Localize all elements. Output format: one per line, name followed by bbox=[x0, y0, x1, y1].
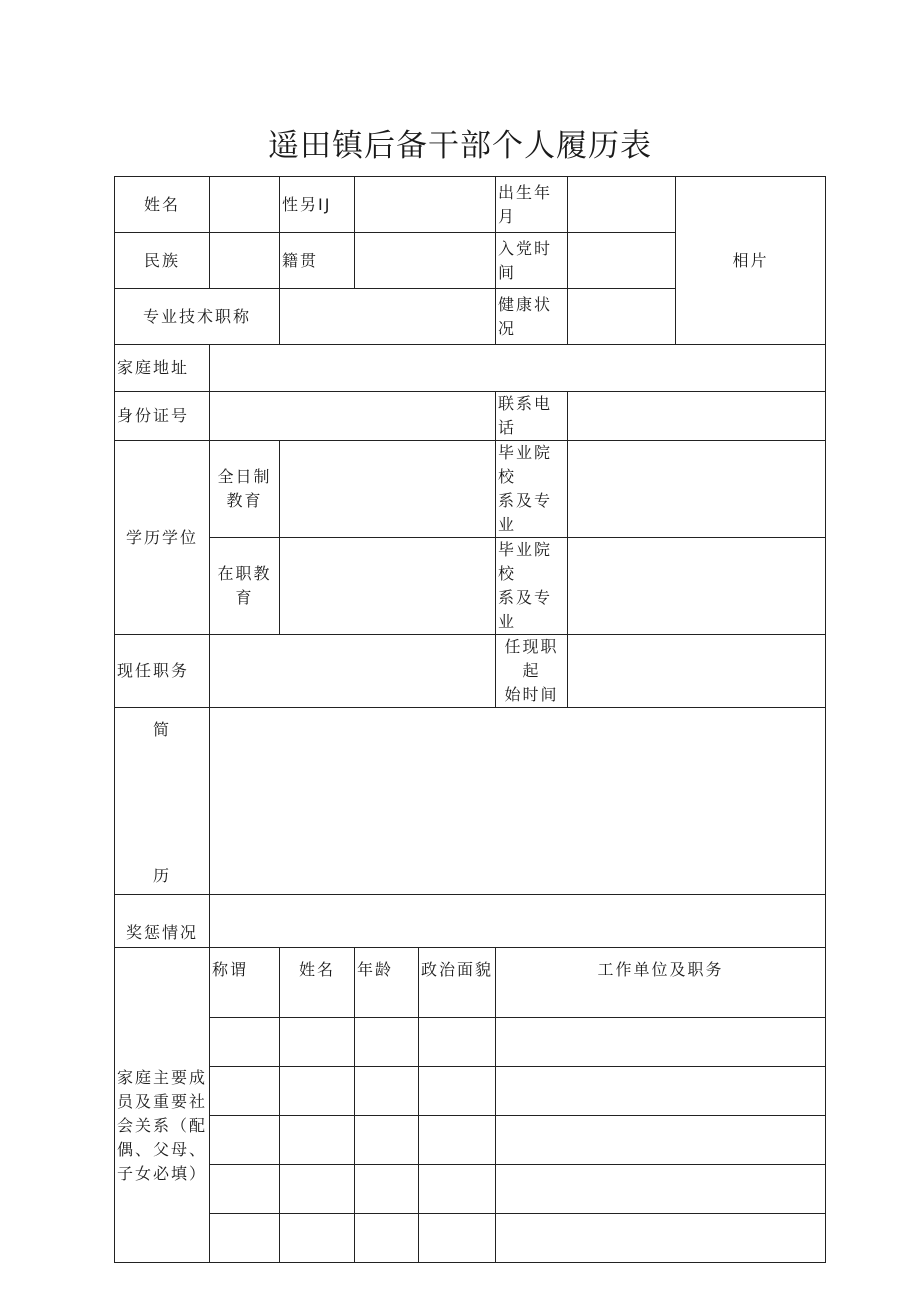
family-col-age: 年龄 bbox=[355, 948, 419, 1018]
id-number-field[interactable] bbox=[210, 392, 496, 441]
family-row bbox=[115, 1067, 826, 1116]
label-health: 健康状况 bbox=[496, 289, 568, 345]
family-politics-cell[interactable] bbox=[419, 1165, 496, 1214]
label-duty-start-b: 始时间 bbox=[504, 685, 559, 704]
label-fulltime-b: 教育 bbox=[226, 491, 263, 510]
row-address bbox=[115, 345, 826, 392]
label-gender: 性另IJ bbox=[280, 177, 355, 233]
family-work-cell[interactable] bbox=[496, 1018, 826, 1067]
row-id bbox=[115, 392, 826, 441]
label-current-duty: 现任职务 bbox=[115, 635, 210, 708]
family-name-cell[interactable] bbox=[280, 1018, 355, 1067]
label-rewards: 奖惩情况 bbox=[115, 895, 210, 948]
family-relation-cell[interactable] bbox=[210, 1116, 280, 1165]
family-col-politics: 政治面貌 bbox=[419, 948, 496, 1018]
family-name-cell[interactable] bbox=[280, 1165, 355, 1214]
family-work-cell[interactable] bbox=[496, 1214, 826, 1263]
label-native-place: 籍贯 bbox=[280, 233, 355, 289]
address-field[interactable] bbox=[210, 345, 826, 392]
title-tech-field[interactable] bbox=[280, 289, 496, 345]
family-name-cell[interactable] bbox=[280, 1214, 355, 1263]
row-resume bbox=[115, 708, 826, 895]
family-relation-cell[interactable] bbox=[210, 1018, 280, 1067]
label-ethnicity: 民族 bbox=[115, 233, 210, 289]
family-col-name: 姓名 bbox=[280, 948, 355, 1018]
inservice-edu-field[interactable] bbox=[280, 538, 496, 635]
health-field[interactable] bbox=[568, 289, 676, 345]
label-education: 学历学位 bbox=[115, 441, 210, 635]
label-inservice-a: 在职教 bbox=[217, 564, 272, 583]
label-fulltime bbox=[210, 441, 280, 538]
label-duty-start bbox=[496, 635, 568, 708]
label-fulltime-a: 全日制 bbox=[217, 467, 272, 486]
family-header-row bbox=[115, 948, 826, 1018]
label-birth: 出生年月 bbox=[496, 177, 568, 233]
row-basic-1 bbox=[115, 177, 826, 233]
native-place-field[interactable] bbox=[355, 233, 496, 289]
family-relation-cell[interactable] bbox=[210, 1214, 280, 1263]
row-edu-inservice bbox=[115, 538, 826, 635]
label-title-tech: 专业技术职称 bbox=[115, 289, 280, 345]
rewards-field[interactable] bbox=[210, 895, 826, 948]
resume-form-table bbox=[114, 176, 826, 1263]
family-age-cell[interactable] bbox=[355, 1067, 419, 1116]
family-work-cell[interactable] bbox=[496, 1067, 826, 1116]
label-resume-a: 简 bbox=[152, 720, 171, 739]
family-work-cell[interactable] bbox=[496, 1165, 826, 1214]
family-row bbox=[115, 1214, 826, 1263]
label-name: 姓名 bbox=[115, 177, 210, 233]
label-phone: 联系电话 bbox=[496, 392, 568, 441]
label-school-b: 系及专业 bbox=[498, 491, 553, 534]
family-age-cell[interactable] bbox=[355, 1165, 419, 1214]
family-politics-cell[interactable] bbox=[419, 1018, 496, 1067]
row-duty bbox=[115, 635, 826, 708]
label-school-a: 毕业院校 bbox=[498, 540, 553, 583]
family-age-cell[interactable] bbox=[355, 1214, 419, 1263]
phone-field[interactable] bbox=[568, 392, 826, 441]
family-col-work: 工作单位及职务 bbox=[496, 948, 826, 1018]
name-field[interactable] bbox=[210, 177, 280, 233]
family-relation-cell[interactable] bbox=[210, 1067, 280, 1116]
fulltime-school-field[interactable] bbox=[568, 441, 826, 538]
family-politics-cell[interactable] bbox=[419, 1214, 496, 1263]
inservice-school-field[interactable] bbox=[568, 538, 826, 635]
photo-box[interactable] bbox=[676, 177, 826, 345]
ethnicity-field[interactable] bbox=[210, 233, 280, 289]
family-name-cell[interactable] bbox=[280, 1116, 355, 1165]
label-party-join: 入党时间 bbox=[496, 233, 568, 289]
family-age-cell[interactable] bbox=[355, 1116, 419, 1165]
resume-field[interactable] bbox=[210, 708, 826, 895]
label-school-fulltime bbox=[496, 441, 568, 538]
family-politics-cell[interactable] bbox=[419, 1116, 496, 1165]
current-duty-field[interactable] bbox=[210, 635, 496, 708]
family-row bbox=[115, 1116, 826, 1165]
family-col-relation: 称谓 bbox=[210, 948, 280, 1018]
label-duty-start-a: 任现职起 bbox=[504, 637, 559, 680]
label-address: 家庭地址 bbox=[115, 345, 210, 392]
label-school-a: 毕业院校 bbox=[498, 443, 553, 486]
label-resume bbox=[115, 708, 210, 895]
family-age-cell[interactable] bbox=[355, 1018, 419, 1067]
party-join-field[interactable] bbox=[568, 233, 676, 289]
row-edu-fulltime bbox=[115, 441, 826, 538]
label-family: 家庭主要成员及重要社会关系（配偶、父母、子女必填） bbox=[115, 948, 210, 1263]
family-row bbox=[115, 1165, 826, 1214]
duty-start-field[interactable] bbox=[568, 635, 826, 708]
family-name-cell[interactable] bbox=[280, 1067, 355, 1116]
family-work-cell[interactable] bbox=[496, 1116, 826, 1165]
family-politics-cell[interactable] bbox=[419, 1067, 496, 1116]
gender-field[interactable] bbox=[355, 177, 496, 233]
birth-field[interactable] bbox=[568, 177, 676, 233]
family-row bbox=[115, 1018, 826, 1067]
label-school-b: 系及专业 bbox=[498, 588, 553, 631]
label-inservice bbox=[210, 538, 280, 635]
label-inservice-b: 育 bbox=[235, 588, 254, 607]
family-relation-cell[interactable] bbox=[210, 1165, 280, 1214]
fulltime-edu-field[interactable] bbox=[280, 441, 496, 538]
label-id-number: 身份证号 bbox=[115, 392, 210, 441]
label-resume-b: 历 bbox=[152, 866, 171, 885]
page-title: 遥田镇后备干部个人履历表 bbox=[268, 128, 652, 164]
photo-label: 相片 bbox=[732, 250, 769, 270]
row-rewards bbox=[115, 895, 826, 948]
label-school-inservice bbox=[496, 538, 568, 635]
